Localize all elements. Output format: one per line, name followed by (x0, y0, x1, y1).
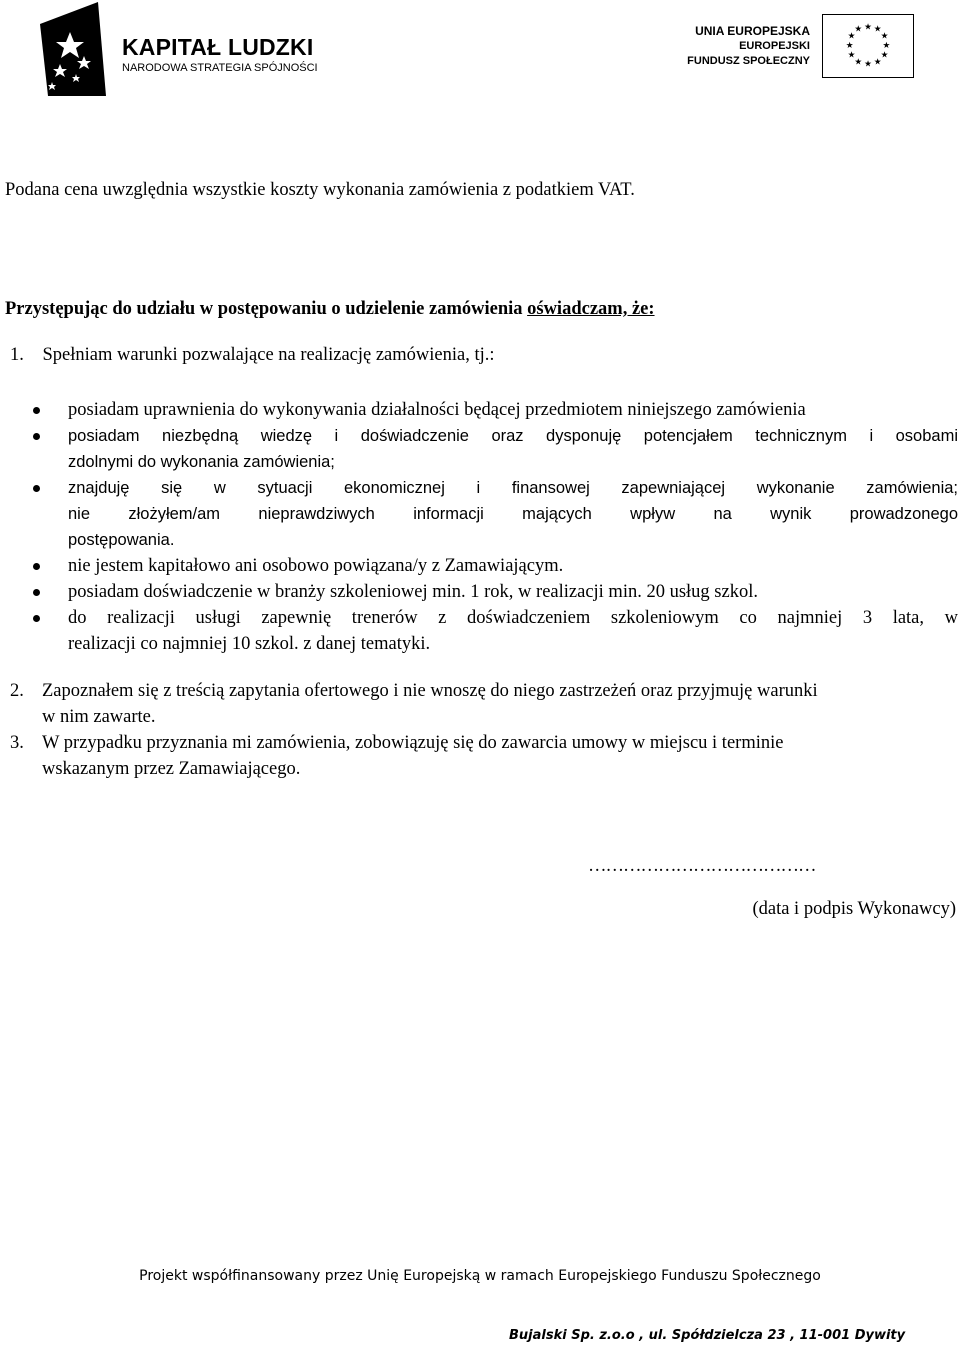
list-item-3-line2: wskazanym przez Zamawiającego. (42, 759, 301, 779)
list-item-2-line2: w nim zawarte. (42, 707, 156, 727)
bullet-item (28, 553, 958, 579)
bullet-item (28, 579, 958, 605)
bullet-text: posiadam uprawnienia do wykonywania działalności będącej przedmiotem niniejszego zamówienia (68, 400, 806, 420)
svg-text:★: ★ (873, 57, 882, 68)
list-item-3-line1: W przypadku przyznania mi zamówienia, zobowiązuję się do zawarcia umowy w miejscu i terminie (42, 733, 784, 753)
bullet-text: do realizacji usługi zapewnię trenerów z doświadczeniem szkoleniowym co najmniej 3 lata, w (68, 608, 958, 628)
kapital-ludzki-logo (40, 2, 340, 96)
list-item-3-number: 3. (10, 733, 24, 753)
bullet-text-continuation: zdolnymi do wykonania zamówienia; (68, 453, 335, 471)
footer-cofinancing: Projekt współfinansowany przez Unię Europejską w ramach Europejskiego Funduszu Społecznego (139, 1268, 821, 1284)
svg-text:★: ★ (854, 57, 863, 68)
declaration-intro-text: Przystępując do udziału w postępowaniu o udzielenie zamówienia (5, 299, 528, 319)
bullet-text: nie jestem kapitałowo ani osobowo powiązana/y z Zamawiającym. (68, 556, 564, 576)
page-header (0, 0, 960, 100)
bullet-text-continuation: realizacji co najmniej 10 szkol. z danej tematyki. (68, 634, 431, 654)
list-item-1 (10, 345, 495, 366)
eu-logo-line3: FUNDUSZ SPOŁECZNY (687, 55, 810, 67)
list-item-2-number: 2. (10, 681, 24, 701)
signature-line: ………………………………… (588, 856, 816, 876)
bullet-item (28, 423, 958, 475)
list-item-2-line1: Zapoznałem się z treścią zapytania ofertowego i nie wnoszę do niego zastrzeżeń oraz przyjmuję warunki (42, 681, 818, 701)
footer-address: Bujalski Sp. z.o.o , ul. Spółdzielcza 23 , 11-001 Dywity (509, 1328, 906, 1343)
svg-text:★: ★ (882, 40, 891, 51)
eu-flag-icon (822, 14, 914, 78)
bullet-text: posiadam niezbędną wiedzę i doświadczenie oraz dysponuję potencjałem technicznym i osobami (68, 427, 958, 445)
bullet-text-continuation: nie złożyłem/am nieprawdziwych informacji mających wpływ na wynik prowadzonego (68, 505, 958, 523)
svg-text:★: ★ (847, 50, 856, 61)
svg-text:★: ★ (864, 59, 872, 70)
eu-logo-line2: EUROPEJSKI (739, 40, 810, 52)
bullet-item (28, 605, 958, 657)
list-item-2 (10, 678, 955, 730)
price-note: Podana cena uwzględnia wszystkie koszty wykonania zamówienia z podatkiem VAT. (5, 180, 635, 200)
bullet-item (28, 475, 958, 553)
eu-logo (684, 14, 914, 80)
bullet-text: znajduję się w sytuacji ekonomicznej i finansowej zapewniającej wykonanie zamówienia; (68, 479, 958, 497)
eu-logo-line1: UNIA EUROPEJSKA (695, 24, 810, 38)
declaration-intro (5, 299, 655, 320)
list-item-1-text: Spełniam warunki pozwalające na realizację zamówienia, tj.: (42, 345, 495, 365)
svg-text:★: ★ (854, 24, 863, 35)
bullet-text: posiadam doświadczenie w branży szkoleniowej min. 1 rok, w realizacji min. 20 usług szkol. (68, 582, 758, 602)
svg-text:★: ★ (845, 40, 854, 51)
list-item-3 (10, 730, 955, 782)
svg-text:★: ★ (864, 22, 872, 33)
svg-text:★: ★ (847, 31, 856, 42)
eu-logo-text (687, 24, 810, 69)
list-item-1-number: 1. (10, 345, 24, 365)
bullet-text-continuation: postępowania. (68, 531, 175, 549)
svg-text:★: ★ (880, 31, 889, 42)
signature-label: (data i podpis Wykonawcy) (752, 899, 956, 919)
declaration-underlined: oświadczam, że: (527, 299, 655, 319)
svg-text:★: ★ (880, 50, 889, 61)
kapital-ludzki-symbol-icon (40, 2, 106, 96)
bullet-item (28, 397, 958, 423)
svg-text:★: ★ (873, 24, 882, 35)
conditions-bullet-list (28, 397, 958, 657)
kapital-ludzki-subtitle: NARODOWA STRATEGIA SPÓJNOŚCI (122, 62, 318, 74)
kapital-ludzki-title: KAPITAŁ LUDZKI (122, 34, 314, 60)
